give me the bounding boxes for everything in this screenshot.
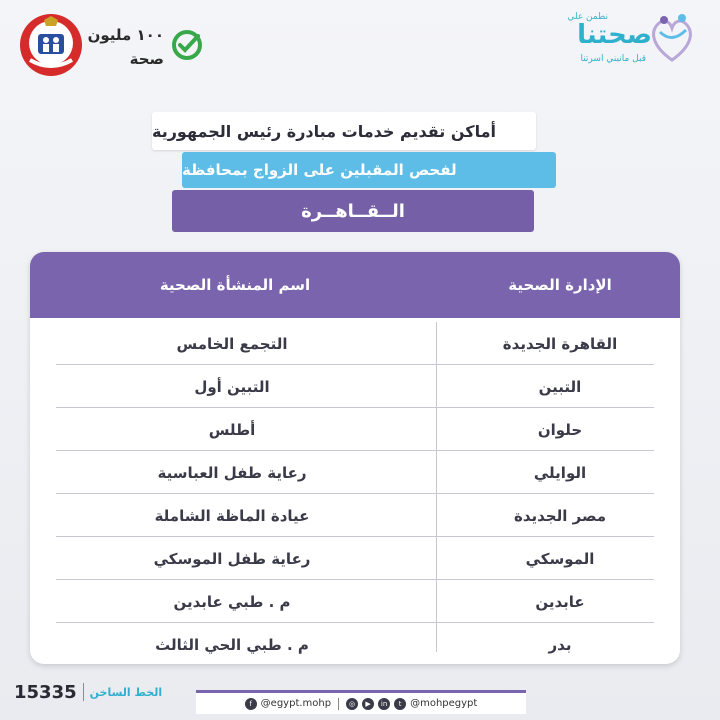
hotline-number: 15335 <box>14 681 77 703</box>
brand-line-2: صحة <box>129 50 164 68</box>
ministry-of-health-logo <box>18 12 84 78</box>
heart-people-icon <box>646 10 698 66</box>
social-separator <box>338 698 339 710</box>
hotline-separator <box>83 683 84 701</box>
sehetna-title: صحتنا <box>577 20 652 50</box>
cell-facility: أطلس <box>208 420 256 439</box>
header-health-facility: اسم المنشأة الصحية <box>159 276 311 294</box>
hotline-label: الخط الساخن <box>89 685 163 699</box>
cell-facility: عيادة الماظة الشاملة <box>154 506 310 525</box>
youtube-icon[interactable]: ▶ <box>362 698 374 710</box>
cell-facility: التجمع الخامس <box>176 334 288 353</box>
cell-admin: القاهرة الجديدة <box>502 334 618 353</box>
cell-admin: عابدين <box>535 592 585 611</box>
cell-admin: الموسكي <box>525 549 595 568</box>
table-row <box>30 365 680 408</box>
table-row <box>30 494 680 537</box>
cell-facility: م . طبي الحي الثالث <box>155 635 309 654</box>
table-row <box>30 451 680 494</box>
cell-admin: التبين <box>538 377 582 396</box>
100-million-health-logo <box>87 22 204 72</box>
table-row <box>30 322 680 365</box>
table-row <box>30 580 680 623</box>
cell-admin: مصر الجديدة <box>513 506 607 525</box>
cell-admin: حلوان <box>537 420 583 439</box>
title-line-1: أماكن تقديم خدمات مبادرة رئيس الجمهورية <box>152 112 536 150</box>
sehetna-tagline-top: نطمن علي <box>567 12 608 22</box>
social-handle[interactable]: @mohpegypt <box>410 698 478 709</box>
cell-facility: التبين أول <box>194 377 270 396</box>
cell-facility: رعاية طفل الموسكي <box>153 549 311 568</box>
header-health-administration: الإدارة الصحية <box>508 276 612 294</box>
brand-line-1: ١٠٠ مليون <box>87 26 164 44</box>
table-row <box>30 623 680 664</box>
locations-table <box>30 252 680 664</box>
cell-facility: رعاية طفل العباسية <box>157 463 307 482</box>
table-header <box>30 252 680 318</box>
cell-admin: بدر <box>548 635 572 654</box>
title-line-2: لفحص المقبلين على الزواج بمحافظة <box>182 152 556 188</box>
linkedin-icon[interactable]: in <box>378 698 390 710</box>
sehetna-tagline-bottom: قبل مانبني اسرتنا <box>580 54 646 64</box>
cell-admin: الوايلي <box>533 463 587 482</box>
social-bar <box>196 690 526 714</box>
instagram-icon[interactable]: ◎ <box>346 698 358 710</box>
checkmark-icon <box>170 28 204 62</box>
sehetna-logo <box>528 6 698 76</box>
facebook-handle[interactable]: @egypt.mohp <box>260 698 332 709</box>
governorate-title: الــقــاهــرة <box>172 190 534 232</box>
twitter-icon[interactable]: t <box>394 698 406 710</box>
table-row <box>30 537 680 580</box>
hotline <box>14 680 162 704</box>
table-row <box>30 408 680 451</box>
cell-facility: م . طبي عابدين <box>173 592 291 611</box>
facebook-icon[interactable]: f <box>245 698 257 710</box>
